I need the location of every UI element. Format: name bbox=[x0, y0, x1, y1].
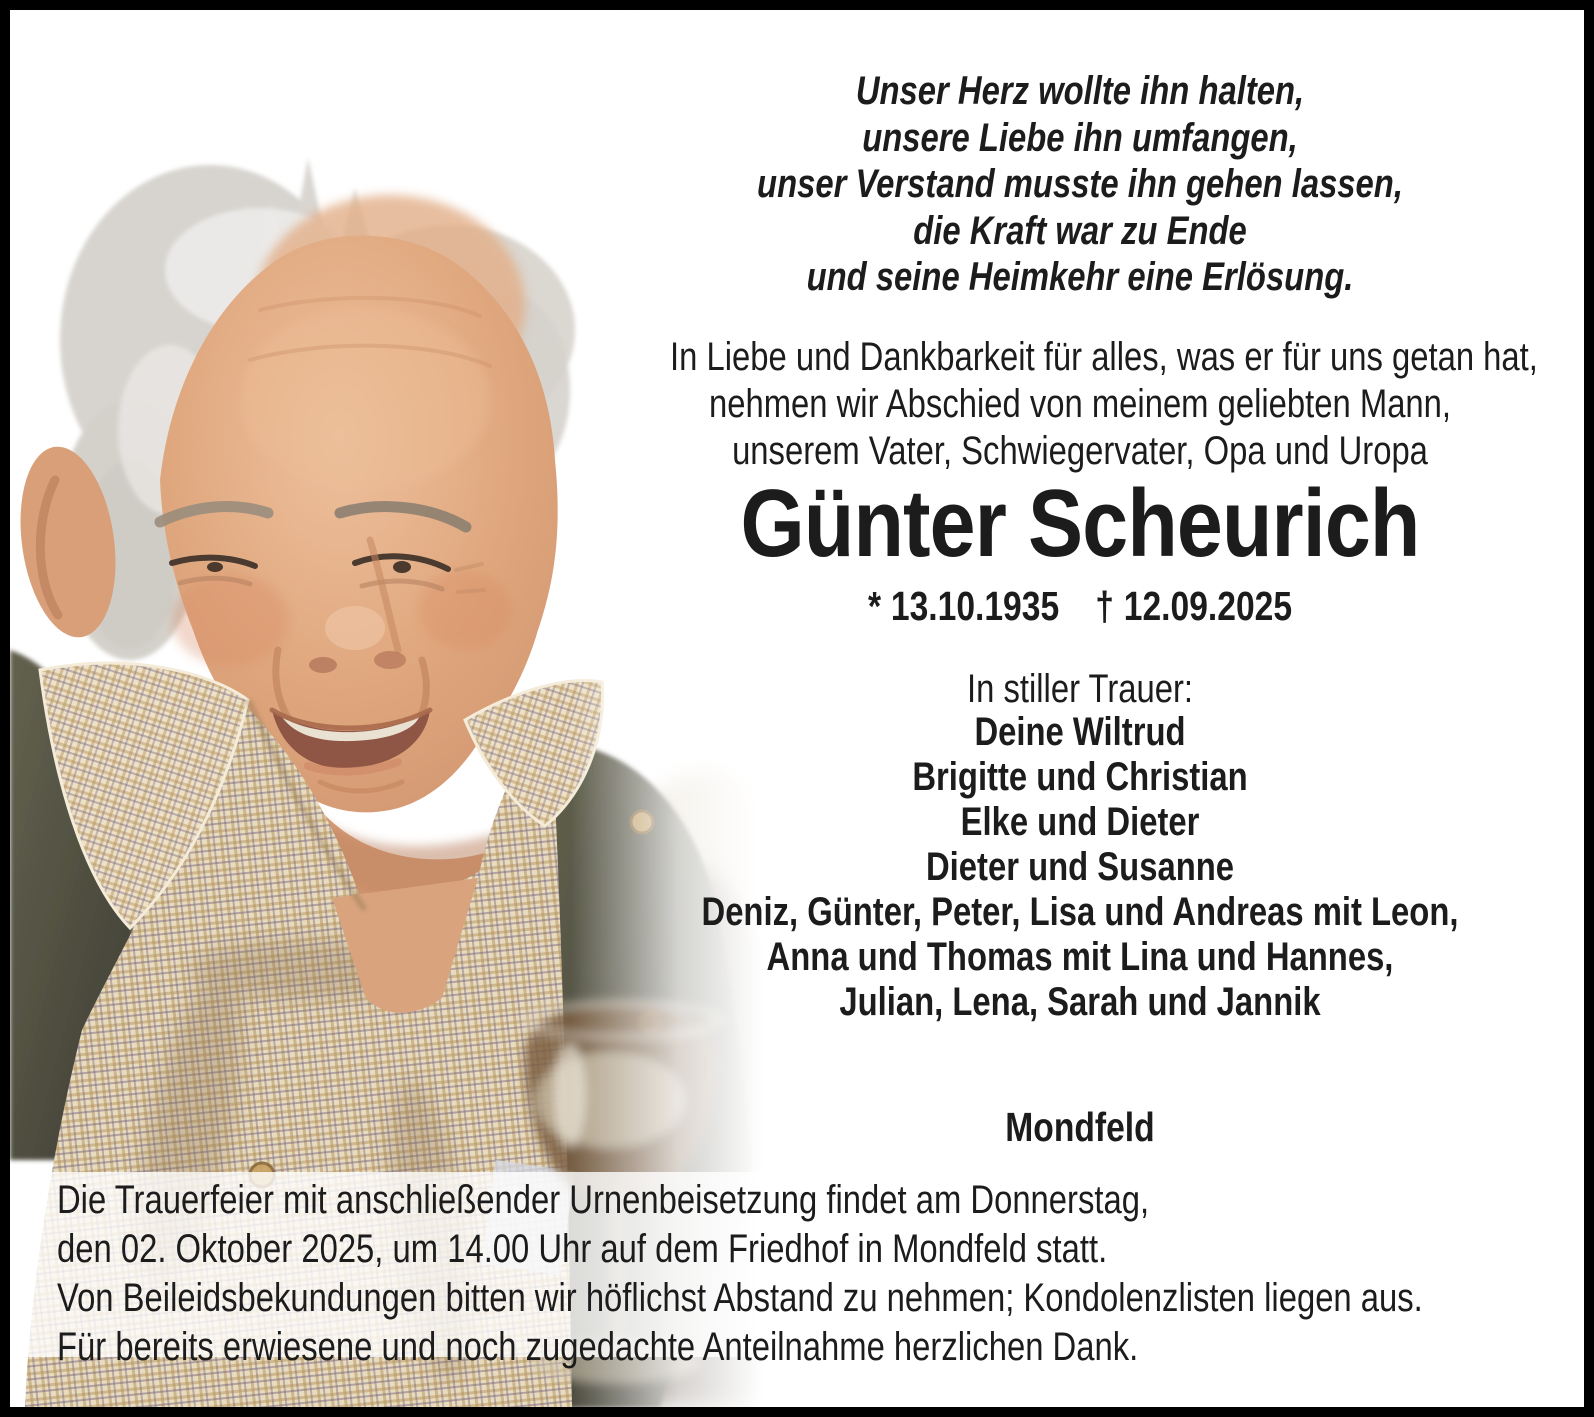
intro-line: unserem Vater, Schwiegervater, Opa und Uropa bbox=[732, 429, 1428, 473]
mourning-heading-block bbox=[580, 666, 1580, 712]
mourner-line: Julian, Lena, Sarah und Jannik bbox=[839, 980, 1321, 1024]
mourner-line: Deniz, Günter, Peter, Lisa und Andreas mit Leon, bbox=[701, 890, 1459, 934]
mourner-line: Brigitte und Christian bbox=[912, 755, 1248, 799]
place-block bbox=[580, 1104, 1580, 1150]
life-dates-line bbox=[670, 582, 1490, 630]
intro-text bbox=[580, 334, 1580, 475]
death-symbol: † bbox=[1095, 583, 1114, 629]
place-name: Mondfeld bbox=[1005, 1104, 1155, 1150]
death-date: 12.09.2025 bbox=[1123, 583, 1293, 629]
life-dates bbox=[580, 582, 1580, 630]
funeral-line: den 02. Oktober 2025, um 14.00 Uhr auf dem Friedhof in Mondfeld statt. bbox=[57, 1227, 1108, 1271]
intro-line: In Liebe und Dankbarkeit für alles, was er für uns getan hat, bbox=[670, 335, 1538, 379]
poem-line: Unser Herz wollte ihn halten, bbox=[855, 69, 1305, 113]
poem-line: die Kraft war zu Ende bbox=[913, 208, 1247, 253]
poem bbox=[580, 68, 1580, 301]
deceased-name-block bbox=[580, 472, 1580, 576]
mourning-heading: In stiller Trauer: bbox=[966, 667, 1194, 711]
poem-line: und seine Heimkehr eine Erlösung. bbox=[806, 255, 1354, 299]
funeral-line: Die Trauerfeier mit anschließender Urnenbeisetzung findet am Donnerstag, bbox=[57, 1178, 1150, 1222]
mourner-line: Elke und Dieter bbox=[960, 800, 1200, 844]
mourner-line: Anna und Thomas mit Lina und Hannes, bbox=[766, 935, 1394, 979]
birth-date: 13.10.1935 bbox=[890, 583, 1060, 629]
funeral-line: Für bereits erwiesene und noch zugedachte Anteilnahme herzlichen Dank. bbox=[57, 1325, 1139, 1369]
deceased-name: Günter Scheurich bbox=[740, 470, 1420, 577]
poem-line: unsere Liebe ihn umfangen, bbox=[862, 115, 1298, 160]
mourner-line: Dieter und Susanne bbox=[925, 845, 1235, 889]
mourner-line: Deine Wiltrud bbox=[974, 710, 1186, 754]
funeral-details bbox=[57, 1176, 1557, 1372]
poem-line: unser Verstand musste ihn gehen lassen, bbox=[757, 162, 1403, 206]
intro-line: nehmen wir Abschied von meinem geliebten Mann, bbox=[708, 382, 1452, 426]
birth-symbol: * bbox=[867, 583, 882, 629]
funeral-line: Von Beileidsbekundungen bitten wir höflichst Abstand zu nehmen; Kondolenzlisten liegen aus. bbox=[57, 1276, 1423, 1320]
mourners-list bbox=[580, 710, 1580, 1025]
